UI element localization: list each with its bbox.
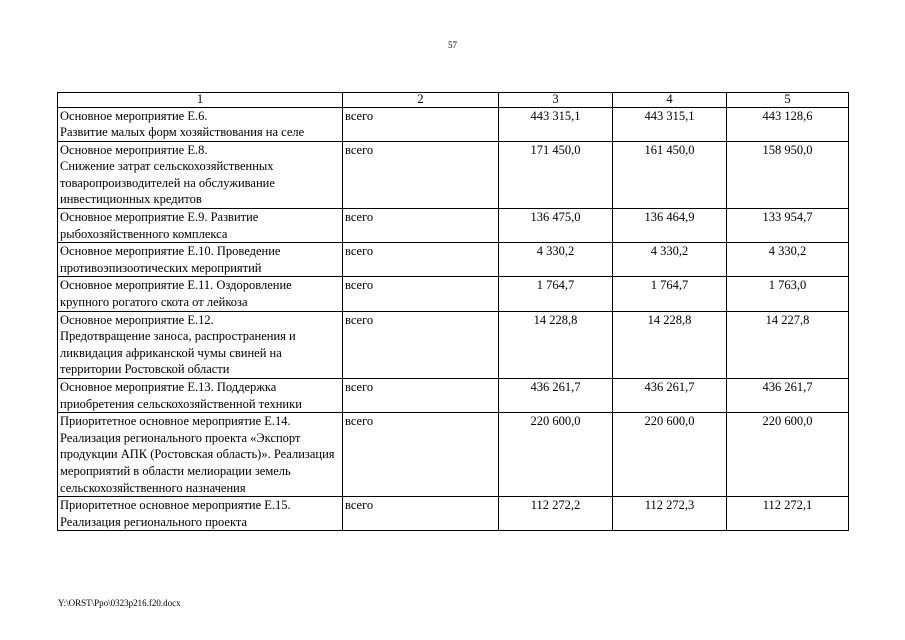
- value-col3-cell: 171 450,0: [499, 141, 613, 208]
- table-row: [58, 413, 849, 497]
- activity-name-cell: Основное мероприятие Е.6. Развитие малых форм хозяйствования на селе: [58, 107, 343, 141]
- value-col5-cell: 4 330,2: [727, 243, 849, 277]
- activity-name-cell: Основное мероприятие Е.8. Снижение затрат сельскохозяйственных товаропроизводителей на обслуживание инвестиционных кредитов: [58, 141, 343, 208]
- table-row: [58, 141, 849, 208]
- value-col3-cell: 436 261,7: [499, 379, 613, 413]
- funding-type-cell: всего: [343, 277, 499, 311]
- value-col4-cell: 4 330,2: [613, 243, 727, 277]
- header-cell-4: 4: [613, 93, 727, 108]
- value-col5-cell: 112 272,1: [727, 497, 849, 531]
- header-cell-5: 5: [727, 93, 849, 108]
- funding-type-cell: всего: [343, 107, 499, 141]
- value-col3-cell: 112 272,2: [499, 497, 613, 531]
- header-cell-3: 3: [499, 93, 613, 108]
- document-file-path: Y:\ORST\Ppo\0323p216.f20.docx: [58, 598, 181, 608]
- header-cell-2: 2: [343, 93, 499, 108]
- activity-name-cell: Приоритетное основное мероприятие Е.14. Реализация регионального проекта «Экспорт продукции АПК (Ростовская область)». Реализация мероприятий в области мелиорации земель сельскохозяйственного назначения: [58, 413, 343, 497]
- table-row: [58, 311, 849, 378]
- value-col3-cell: 220 600,0: [499, 413, 613, 497]
- table-header-row: [58, 93, 849, 108]
- funding-type-cell: всего: [343, 497, 499, 531]
- table-row: [58, 379, 849, 413]
- page-number: 57: [448, 40, 457, 50]
- value-col4-cell: 112 272,3: [613, 497, 727, 531]
- table-row: [58, 497, 849, 531]
- activity-name-cell: Основное мероприятие Е.9. Развитие рыбохозяйственного комплекса: [58, 209, 343, 243]
- funding-type-cell: всего: [343, 413, 499, 497]
- value-col4-cell: 14 228,8: [613, 311, 727, 378]
- activity-name-cell: Основное мероприятие Е.10. Проведение противоэпизоотических мероприятий: [58, 243, 343, 277]
- table-row: [58, 277, 849, 311]
- value-col4-cell: 220 600,0: [613, 413, 727, 497]
- budget-table: [57, 92, 849, 531]
- value-col3-cell: 443 315,1: [499, 107, 613, 141]
- activity-name-cell: Основное мероприятие Е.12. Предотвращение заноса, распространения и ликвидация африканской чумы свиней на территории Ростовской области: [58, 311, 343, 378]
- value-col5-cell: 158 950,0: [727, 141, 849, 208]
- value-col5-cell: 443 128,6: [727, 107, 849, 141]
- funding-type-cell: всего: [343, 141, 499, 208]
- value-col5-cell: 133 954,7: [727, 209, 849, 243]
- funding-type-cell: всего: [343, 311, 499, 378]
- header-cell-1: 1: [58, 93, 343, 108]
- value-col5-cell: 436 261,7: [727, 379, 849, 413]
- value-col4-cell: 161 450,0: [613, 141, 727, 208]
- table-row: [58, 243, 849, 277]
- funding-type-cell: всего: [343, 209, 499, 243]
- value-col4-cell: 136 464,9: [613, 209, 727, 243]
- value-col5-cell: 1 763,0: [727, 277, 849, 311]
- value-col3-cell: 14 228,8: [499, 311, 613, 378]
- funding-type-cell: всего: [343, 379, 499, 413]
- activity-name-cell: Основное мероприятие Е.11. Оздоровление крупного рогатого скота от лейкоза: [58, 277, 343, 311]
- value-col4-cell: 1 764,7: [613, 277, 727, 311]
- value-col3-cell: 136 475,0: [499, 209, 613, 243]
- funding-type-cell: всего: [343, 243, 499, 277]
- activity-name-cell: Приоритетное основное мероприятие Е.15. Реализация регионального проекта: [58, 497, 343, 531]
- value-col3-cell: 1 764,7: [499, 277, 613, 311]
- value-col4-cell: 436 261,7: [613, 379, 727, 413]
- activity-name-cell: Основное мероприятие Е.13. Поддержка приобретения сельскохозяйственной техники: [58, 379, 343, 413]
- value-col3-cell: 4 330,2: [499, 243, 613, 277]
- table-row: [58, 209, 849, 243]
- value-col4-cell: 443 315,1: [613, 107, 727, 141]
- table-row: [58, 107, 849, 141]
- value-col5-cell: 14 227,8: [727, 311, 849, 378]
- value-col5-cell: 220 600,0: [727, 413, 849, 497]
